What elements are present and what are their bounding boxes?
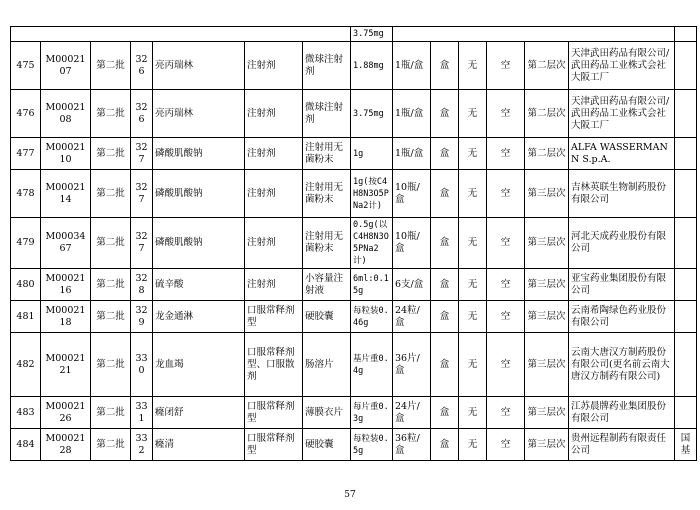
level-cell: 第三层次 <box>525 429 569 461</box>
name-cell: 磷酸肌酸钠 <box>153 138 245 170</box>
batch-cell: 第二批 <box>91 90 131 138</box>
table-row <box>11 397 697 429</box>
note-cell <box>675 170 697 218</box>
pack-cell: 24片/盒 <box>393 397 431 429</box>
group-cell: 327 <box>131 218 153 269</box>
group-cell: 327 <box>131 138 153 170</box>
route-cell: 注射剂 <box>245 90 303 138</box>
form-cell: 微球注射剂 <box>303 90 351 138</box>
batch-cell: 第二批 <box>91 301 131 333</box>
company-cell: 云南希陶绿色药业股份有限公司 <box>569 301 675 333</box>
level-cell: 第二层次 <box>525 138 569 170</box>
unit-cell: 盒 <box>431 170 459 218</box>
note-cell: 国基 <box>675 429 697 461</box>
form-cell: 注射用无菌粉末 <box>303 218 351 269</box>
empty-cell: 空 <box>487 218 525 269</box>
company-cell: 天津武田药品有限公司/武田药品工业株式会社 大阪工厂 <box>569 90 675 138</box>
seq-cell: 475 <box>11 42 41 90</box>
pack-cell: 1瓶/盒 <box>393 90 431 138</box>
note-cell <box>675 301 697 333</box>
note-cell <box>675 397 697 429</box>
ref-cell: 无 <box>459 138 487 170</box>
unit-cell: 盒 <box>431 429 459 461</box>
company-cell: ALFA WASSERMANN S.p.A. <box>569 138 675 170</box>
drug-list-table <box>10 26 697 461</box>
name-cell: 亮丙瑞林 <box>153 90 245 138</box>
group-cell: 327 <box>131 170 153 218</box>
ref-cell: 无 <box>459 333 487 397</box>
unit-cell: 盒 <box>431 218 459 269</box>
pack-cell: 24粒/盒 <box>393 301 431 333</box>
table-row <box>11 429 697 461</box>
level-cell: 第二层次 <box>525 90 569 138</box>
seq-cell: 484 <box>11 429 41 461</box>
name-cell: 癃清 <box>153 429 245 461</box>
spec-cell: 0.5g(以C4H8N3O5PNa2计) <box>351 218 393 269</box>
ref-cell: 无 <box>459 170 487 218</box>
name-cell: 龙金通淋 <box>153 301 245 333</box>
empty-cell: 空 <box>487 333 525 397</box>
empty-cell: 空 <box>487 90 525 138</box>
group-cell: 328 <box>131 269 153 301</box>
pack-cell: 1瓶/盒 <box>393 42 431 90</box>
spec-cell: 1g <box>351 138 393 170</box>
company-cell: 亚宝药业集团股份有限公司 <box>569 269 675 301</box>
table-row <box>11 301 697 333</box>
company-cell: 河北天成药业股份有限公司 <box>569 218 675 269</box>
batch-cell: 第二批 <box>91 42 131 90</box>
form-cell: 注射用无菌粉末 <box>303 170 351 218</box>
ref-cell: 无 <box>459 42 487 90</box>
form-cell: 小容量注射液 <box>303 269 351 301</box>
code-cell: M0002108 <box>41 90 91 138</box>
spec-cell: 基片重0.4g <box>351 333 393 397</box>
table-row <box>11 218 697 269</box>
ref-cell: 无 <box>459 397 487 429</box>
seq-cell: 482 <box>11 333 41 397</box>
note-cell <box>675 90 697 138</box>
empty-cell: 空 <box>487 301 525 333</box>
spec-cell: 每粒装0.5g <box>351 429 393 461</box>
route-cell: 注射剂 <box>245 138 303 170</box>
table-row <box>11 333 697 397</box>
company-cell: 云南大唐汉方制药股份有限公司(更名前云南大唐汉方制药有限公司) <box>569 333 675 397</box>
seq-cell: 477 <box>11 138 41 170</box>
code-cell: M0002116 <box>41 269 91 301</box>
spec-cell: 1g(按C4H8N3O5PNa2计) <box>351 170 393 218</box>
note-cell <box>675 138 697 170</box>
level-cell: 第三层次 <box>525 218 569 269</box>
code-cell: M0003467 <box>41 218 91 269</box>
form-cell: 硬胶囊 <box>303 301 351 333</box>
table-row <box>11 170 697 218</box>
batch-cell: 第二批 <box>91 333 131 397</box>
route-cell: 注射剂 <box>245 170 303 218</box>
route-cell: 口服常释剂型 <box>245 301 303 333</box>
name-cell: 磷酸肌酸钠 <box>153 218 245 269</box>
pack-cell: 36片/盒 <box>393 333 431 397</box>
table-row <box>11 90 697 138</box>
pack-cell: 10瓶/盒 <box>393 170 431 218</box>
level-cell: 第三层次 <box>525 397 569 429</box>
code-cell: M0002128 <box>41 429 91 461</box>
empty-cell: 空 <box>487 42 525 90</box>
group-cell: 326 <box>131 90 153 138</box>
unit-cell: 盒 <box>431 269 459 301</box>
empty-cell: 空 <box>487 138 525 170</box>
route-cell: 注射剂 <box>245 269 303 301</box>
route-cell: 口服常释剂型、口服散剂 <box>245 333 303 397</box>
batch-cell: 第二批 <box>91 138 131 170</box>
group-cell: 332 <box>131 429 153 461</box>
level-cell: 第三层次 <box>525 269 569 301</box>
level-cell: 第三层次 <box>525 333 569 397</box>
route-cell: 注射剂 <box>245 218 303 269</box>
note-cell <box>675 218 697 269</box>
code-cell: M0002126 <box>41 397 91 429</box>
ref-cell: 无 <box>459 269 487 301</box>
form-cell: 硬胶囊 <box>303 429 351 461</box>
unit-cell: 盒 <box>431 397 459 429</box>
code-cell: M0002118 <box>41 301 91 333</box>
seq-cell: 479 <box>11 218 41 269</box>
form-cell: 肠溶片 <box>303 333 351 397</box>
table-row <box>11 269 697 301</box>
empty-cell: 空 <box>487 269 525 301</box>
route-cell: 口服常释剂型 <box>245 397 303 429</box>
seq-cell: 480 <box>11 269 41 301</box>
seq-cell: 478 <box>11 170 41 218</box>
code-cell: M0002114 <box>41 170 91 218</box>
batch-cell: 第二批 <box>91 218 131 269</box>
ref-cell: 无 <box>459 429 487 461</box>
company-cell: 贵州远程制药有限责任公司 <box>569 429 675 461</box>
code-cell: M0002121 <box>41 333 91 397</box>
table-row <box>11 42 697 90</box>
name-cell: 癃闭舒 <box>153 397 245 429</box>
note-cell <box>675 269 697 301</box>
group-cell: 330 <box>131 333 153 397</box>
empty-cell: 空 <box>487 397 525 429</box>
blank-cell <box>11 27 351 42</box>
level-cell: 第三层次 <box>525 170 569 218</box>
unit-cell: 盒 <box>431 333 459 397</box>
empty-cell: 空 <box>487 429 525 461</box>
ref-cell: 无 <box>459 301 487 333</box>
seq-cell: 481 <box>11 301 41 333</box>
spec-cell: 6ml:0.15g <box>351 269 393 301</box>
blank-cell <box>393 27 675 42</box>
route-cell: 口服常释剂型 <box>245 429 303 461</box>
code-cell: M0002107 <box>41 42 91 90</box>
name-cell: 龙血竭 <box>153 333 245 397</box>
pack-cell: 36粒/盒 <box>393 429 431 461</box>
form-cell: 微球注射剂 <box>303 42 351 90</box>
batch-cell: 第二批 <box>91 269 131 301</box>
ref-cell: 无 <box>459 90 487 138</box>
spec-cell: 3.75mg <box>351 27 393 42</box>
name-cell: 硫辛酸 <box>153 269 245 301</box>
spec-cell: 1.88mg <box>351 42 393 90</box>
unit-cell: 盒 <box>431 42 459 90</box>
page-number: 57 <box>344 490 356 500</box>
company-cell: 天津武田药品有限公司/武田药品工业株式会社 大阪工厂 <box>569 42 675 90</box>
note-cell <box>675 42 697 90</box>
batch-cell: 第二批 <box>91 397 131 429</box>
form-cell: 薄膜衣片 <box>303 397 351 429</box>
group-cell: 331 <box>131 397 153 429</box>
batch-cell: 第二批 <box>91 429 131 461</box>
ref-cell: 无 <box>459 218 487 269</box>
seq-cell: 476 <box>11 90 41 138</box>
level-cell: 第二层次 <box>525 42 569 90</box>
route-cell: 注射剂 <box>245 42 303 90</box>
code-cell: M0002110 <box>41 138 91 170</box>
level-cell: 第三层次 <box>525 301 569 333</box>
name-cell: 亮丙瑞林 <box>153 42 245 90</box>
group-cell: 329 <box>131 301 153 333</box>
table-row-fragment <box>11 27 697 42</box>
pack-cell: 10瓶/盒 <box>393 218 431 269</box>
spec-cell: 每片重0.3g <box>351 397 393 429</box>
pack-cell: 6支/盒 <box>393 269 431 301</box>
pack-cell: 1瓶/盒 <box>393 138 431 170</box>
company-cell: 吉林英联生物制药股份有限公司 <box>569 170 675 218</box>
company-cell: 江苏晨牌药业集团股份有限公司 <box>569 397 675 429</box>
spec-cell: 3.75mg <box>351 90 393 138</box>
blank-cell <box>675 27 697 42</box>
batch-cell: 第二批 <box>91 170 131 218</box>
name-cell: 磷酸肌酸钠 <box>153 170 245 218</box>
seq-cell: 483 <box>11 397 41 429</box>
spec-cell: 每粒装0.46g <box>351 301 393 333</box>
unit-cell: 盒 <box>431 90 459 138</box>
unit-cell: 盒 <box>431 301 459 333</box>
group-cell: 326 <box>131 42 153 90</box>
unit-cell: 盒 <box>431 138 459 170</box>
note-cell <box>675 333 697 397</box>
table-row <box>11 138 697 170</box>
form-cell: 注射用无菌粉末 <box>303 138 351 170</box>
empty-cell: 空 <box>487 170 525 218</box>
